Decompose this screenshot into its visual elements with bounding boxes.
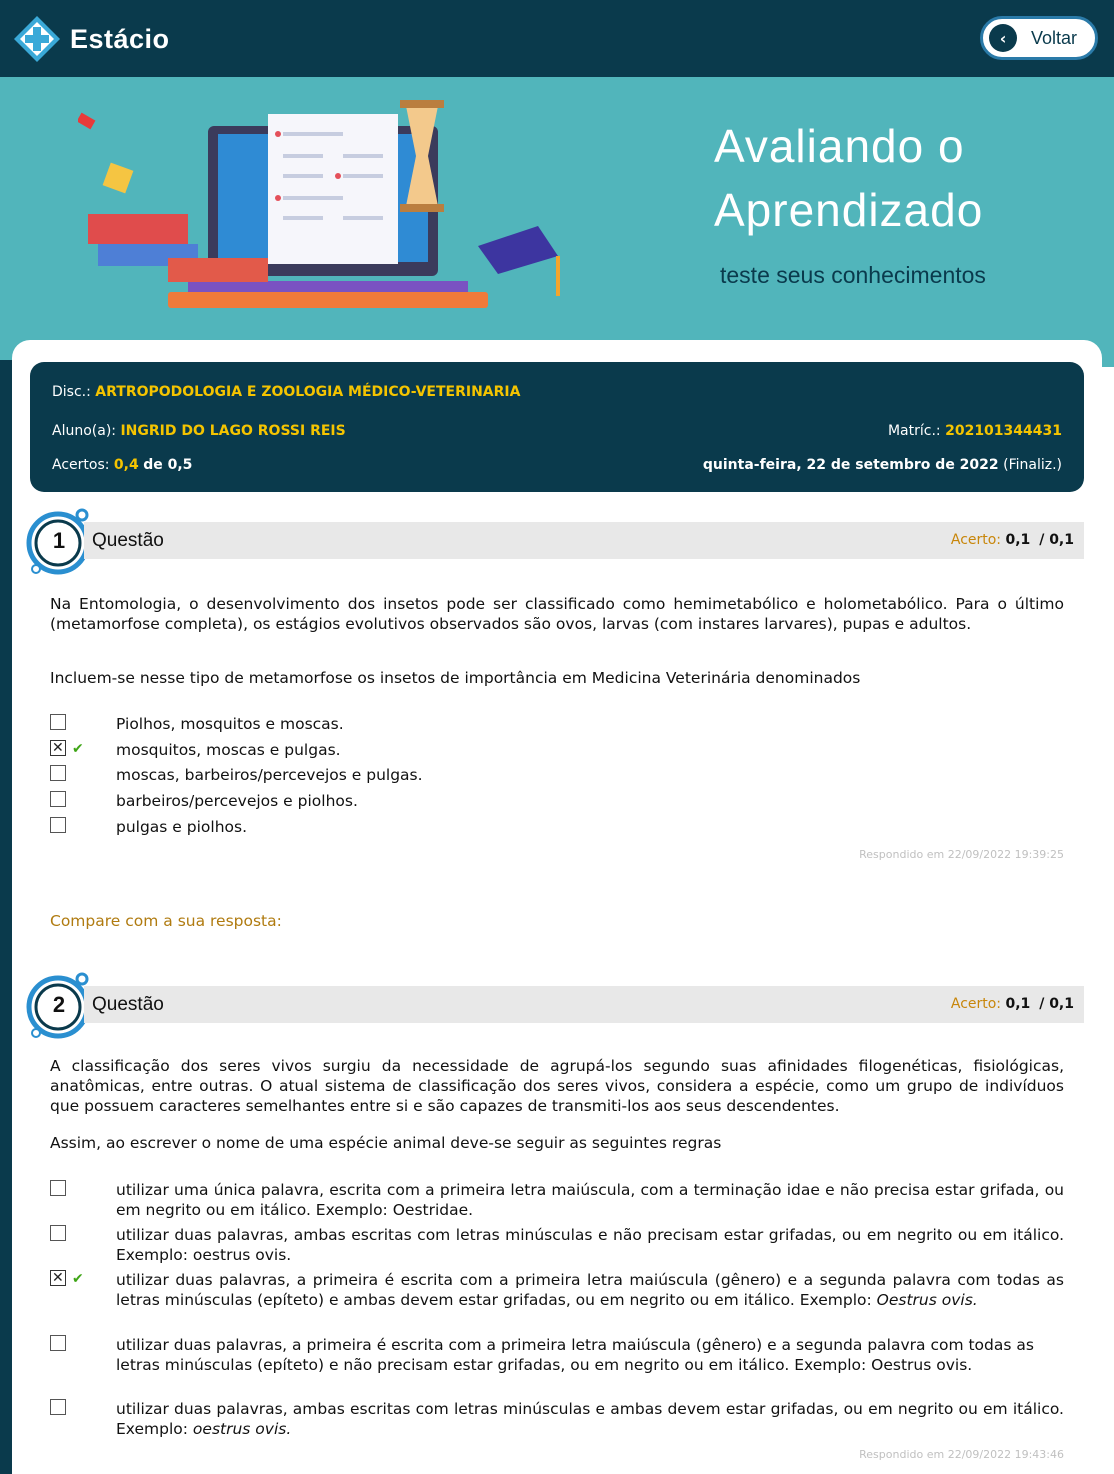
correct-check-icon: ✔ <box>72 741 84 757</box>
question-header <box>84 986 1084 1023</box>
option-text: utilizar duas palavras, a primeira é escrita com a primeira letra maiúscula (gênero) e a segunda palavra com todas as letras minúsculas (epíteto) e ambas devem estar grifadas, ou em negrito ou em itálico. Exemplo: <box>116 1271 1064 1309</box>
registration-value: 202101344431 <box>945 423 1062 439</box>
option-text: utilizar uma única palavra, escrita com a primeira letra maiúscula, com a terminação idae e não precisa estar grifada, ou em negrito ou em itálico. Exemplo: Oestridae. <box>116 1181 1064 1219</box>
exam-status: (Finaliz.) <box>1003 457 1062 473</box>
hits <box>52 457 192 473</box>
option-checkbox[interactable] <box>50 1180 66 1196</box>
option-example: Oestrus ovis. <box>876 1291 978 1309</box>
back-button[interactable] <box>980 16 1098 60</box>
option-checkbox[interactable] <box>50 765 66 781</box>
discipline-label: Disc.: <box>52 384 91 400</box>
option-text: utilizar duas palavras, a primeira é escrita com a primeira letra maiúscula (gênero) e a segunda palavra com todas as letras minúsculas (epíteto) e não precisam estar grifadas, ou em negrito ou em itálico. Exemplo: Oestrus ovis. <box>116 1336 1034 1374</box>
option-text-wrapper <box>116 1399 1064 1439</box>
question-score <box>951 532 1074 548</box>
estacio-logo[interactable] <box>12 14 170 64</box>
student-row <box>52 423 1062 439</box>
banner-title-line2: Aprendizado <box>714 184 984 236</box>
top-bar <box>0 0 1114 77</box>
question-prompt: Assim, ao escrever o nome de uma espécie animal deve-se seguir as seguintes regras <box>50 1134 722 1152</box>
discipline-row <box>52 384 1062 400</box>
question-label: Questão <box>92 530 164 551</box>
study-illustration <box>78 96 598 312</box>
option-example: oestrus ovis. <box>192 1420 292 1438</box>
discipline <box>52 384 520 400</box>
option-text: Piolhos, mosquitos e moscas. <box>116 715 344 733</box>
compare-answer-link[interactable]: Compare com a sua resposta: <box>50 912 282 930</box>
back-button-label: Voltar <box>1031 27 1078 48</box>
option-checkbox-checked[interactable] <box>50 1270 66 1286</box>
answered-timestamp: Respondido em 22/09/2022 19:43:46 <box>859 1448 1064 1461</box>
score-value: 0,1 <box>1005 996 1031 1012</box>
option-text: utilizar duas palavras, ambas escritas com letras minúsculas e ambas devem estar grifadas, ou em negrito ou em itálico. Exemplo: <box>116 1400 1064 1438</box>
banner-title <box>714 114 983 242</box>
registration-label: Matríc.: <box>887 423 941 439</box>
option-checkbox-checked[interactable] <box>50 740 66 756</box>
student-name: INGRID DO LAGO ROSSI REIS <box>120 423 346 439</box>
hits-label: Acertos: <box>52 457 110 473</box>
option-text: utilizar duas palavras, ambas escritas com letras minúsculas e não precisam estar grifadas, ou em negrito ou em itálico. Exemplo: oestrus ovis. <box>116 1226 1064 1264</box>
side-strip <box>0 360 12 1474</box>
exam-date-value: quinta-feira, 22 de setembro de 2022 <box>702 457 999 473</box>
student <box>52 423 346 439</box>
option-text: pulgas e piolhos. <box>116 818 248 836</box>
score-label: Acerto: <box>950 996 1002 1012</box>
question-statement: A classificação dos seres vivos surgiu da necessidade de agrupá-los segundo suas afinidades filogenéticas, fisiológicas, anatômicas, entre outras. O atual sistema de classificação dos seres vivos, considera a espécie, como um grupo de indivíduos que possuem caracteres semelhantes entre si e são capazes de transmiti-los aos seus descendentes. <box>50 1057 1064 1115</box>
option-text: mosquitos, moscas e pulgas. <box>116 741 341 759</box>
exam-date <box>703 457 1062 473</box>
hits-total: de 0,5 <box>143 457 193 473</box>
student-label: Aluno(a): <box>52 423 116 439</box>
registration <box>888 423 1062 439</box>
banner <box>0 77 1114 367</box>
option-checkbox[interactable] <box>50 791 66 807</box>
question-statement: Na Entomologia, o desenvolvimento dos insetos pode ser classificado como hemimetabólico e holometabólico. Para o último (metamorfose completa), os estágios evolutivos observados são ovos, larvas (com instares larvares), pupas e adultos. <box>50 595 1064 633</box>
answered-timestamp: Respondido em 22/09/2022 19:39:25 <box>859 848 1064 861</box>
question-number: 1 <box>52 528 66 553</box>
option-checkbox[interactable] <box>50 1399 66 1415</box>
score-label: Acerto: <box>950 532 1002 548</box>
option-checkbox[interactable] <box>50 1225 66 1241</box>
question-label: Questão <box>92 994 164 1015</box>
score-row <box>52 457 1062 473</box>
question-header <box>84 522 1084 559</box>
banner-subtitle: teste seus conhecimentos <box>720 262 986 288</box>
discipline-value: ARTROPODOLOGIA E ZOOLOGIA MÉDICO-VETERINARIA <box>95 384 521 400</box>
option-text-wrapper <box>116 1270 1064 1310</box>
score-total: / 0,1 <box>1039 996 1074 1012</box>
option-checkbox[interactable] <box>50 1335 66 1351</box>
estacio-logo-icon <box>12 14 62 64</box>
question-prompt: Incluem-se nesse tipo de metamorfose os insetos de importância em Medicina Veterinária denominados <box>50 669 861 687</box>
option-checkbox[interactable] <box>50 714 66 730</box>
banner-title-line1: Avaliando o <box>714 120 965 172</box>
brand-name: Estácio <box>70 23 170 54</box>
correct-check-icon: ✔ <box>72 1271 84 1287</box>
score-value: 0,1 <box>1005 532 1031 548</box>
option-text: barbeiros/percevejos e piolhos. <box>116 792 358 810</box>
chevron-left-icon: ‹ <box>989 24 1017 52</box>
option-text: moscas, barbeiros/percevejos e pulgas. <box>116 766 423 784</box>
exam-info-box <box>30 362 1084 492</box>
score-total: / 0,1 <box>1039 532 1074 548</box>
hits-value: 0,4 <box>113 457 139 473</box>
question-number: 2 <box>52 992 66 1017</box>
option-checkbox[interactable] <box>50 817 66 833</box>
question-score <box>951 996 1074 1012</box>
